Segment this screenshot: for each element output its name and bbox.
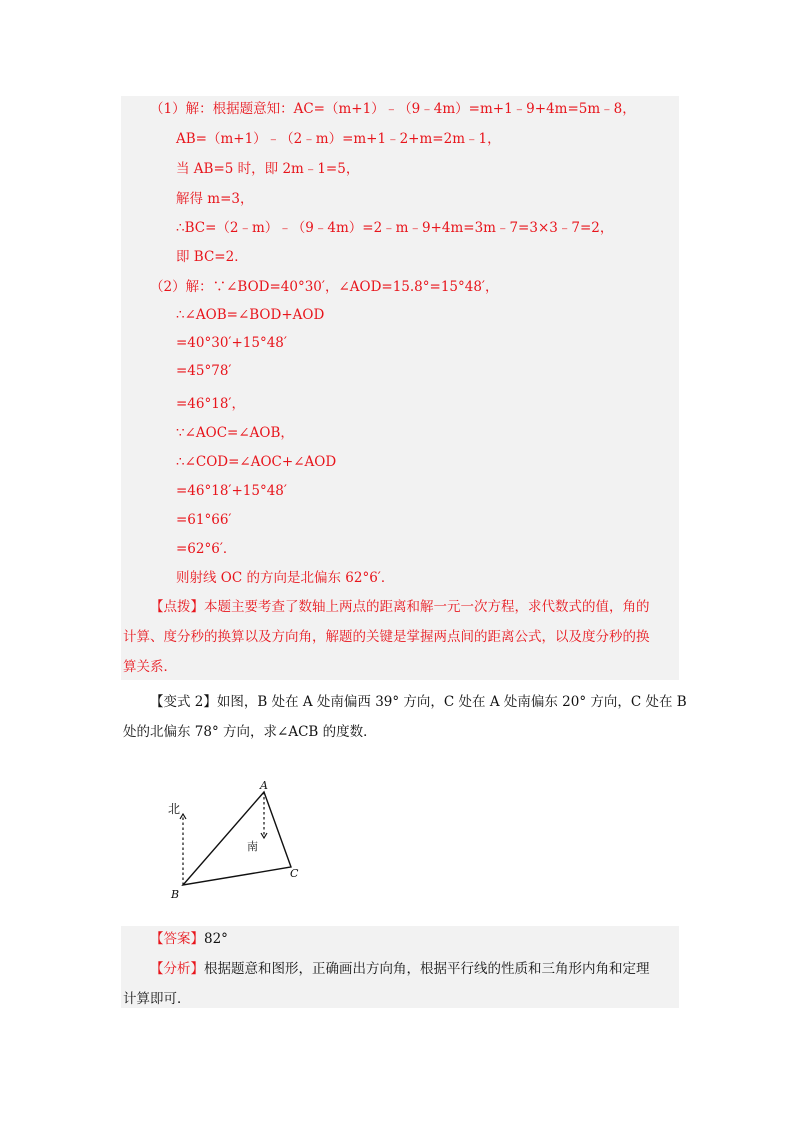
label-south: 南 [247, 840, 258, 853]
part2-line-11: 则射线 OC 的方向是北偏东 62°6′． [176, 570, 395, 586]
analysis-tag: 【分析】 [150, 961, 204, 977]
part2-line-1: （2）解：∵∠BOD=40°30′，∠AOD=15.8°=15°48′， [150, 279, 499, 295]
answer-value: 82° [204, 931, 228, 947]
part2-line-4: =45°78′ [176, 363, 232, 379]
part2-line-7: ∴∠COD=∠AOC+∠AOD [176, 454, 337, 470]
solution-block [121, 96, 679, 680]
analysis-text-1: 根据题意和图形，正确画出方向角，根据平行线的性质和三角形内角和定理 [204, 961, 650, 977]
comment-line-3: 算关系． [123, 659, 177, 675]
comment-tag: 【点拨】 [150, 599, 204, 615]
part2-line-8: =46°18′+15°48′ [176, 483, 287, 499]
part1-line-4: 解得 m=3， [176, 191, 254, 207]
label-c: C [290, 867, 299, 880]
part2-line-9: =61°66′ [176, 512, 232, 528]
triangle-diagram [160, 772, 310, 902]
answer-tag: 【答案】 [150, 931, 204, 947]
part2-line-3: =40°30′+15°48′ [176, 335, 287, 351]
analysis-line-2: 计算即可． [123, 991, 191, 1007]
part2-line-5: =46°18′， [176, 396, 245, 412]
answer-line [150, 930, 228, 948]
comment-text-1: 本题主要考查了数轴上两点的距离和解一元一次方程，求代数式的值，角的 [204, 599, 650, 615]
part1-line-1: （1）解：根据题意知：AC=（m+1）﹣（9﹣4m）=m+1﹣9+4m=5m﹣8， [150, 101, 636, 117]
comment-line-2: 计算、度分秒的换算以及方向角，解题的关键是掌握两点间的距离公式，以及度分秒的换 [123, 629, 650, 645]
label-north: 北 [168, 802, 181, 816]
triangle-abc [183, 792, 291, 885]
part2-line-6: ∵∠AOC=∠AOB， [176, 425, 294, 441]
part1-line-5: ∴BC=（2﹣m）﹣（9﹣4m）=2﹣m﹣9+4m=3m﹣7=3×3﹣7=2， [176, 220, 614, 236]
problem-line-2: 处的北偏东 78° 方向，求∠ACB 的度数． [123, 724, 377, 740]
label-b: B [171, 888, 180, 901]
comment-line-1 [150, 598, 650, 616]
label-a: A [260, 779, 268, 792]
problem-line-1: 【变式 2】如图，B 处在 A 处南偏西 39° 方向，C 处在 A 处南偏东 20° 方向，C 处在 B [150, 694, 687, 710]
part2-line-2: ∴∠AOB=∠BOD+AOD [176, 307, 325, 323]
part1-line-6: 即 BC=2． [176, 249, 248, 265]
part1-line-2: AB=（m+1）﹣（2﹣m）=m+1﹣2+m=2m﹣1， [176, 131, 501, 147]
part1-line-3: 当 AB=5 时，即 2m﹣1=5， [176, 161, 360, 177]
analysis-line-1 [150, 960, 650, 978]
part2-line-10: =62°6′． [176, 541, 237, 557]
